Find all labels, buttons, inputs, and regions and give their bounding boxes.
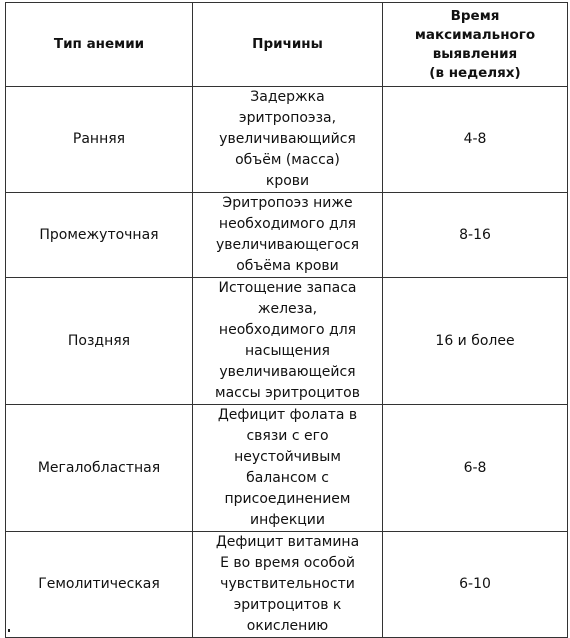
header-causes: Причины	[193, 3, 383, 87]
row-time: 6-8	[383, 405, 568, 532]
table-row	[6, 532, 568, 638]
row-causes: Истощение запаса железа, необходимого для насыщения увеличивающейся массы эритроцитов	[193, 278, 383, 405]
row-type: Ранняя	[6, 87, 193, 193]
row-type: Гемолитическая	[6, 532, 193, 638]
row-causes: Эритропоэз ниже необходимого для увеличивающегося объёма крови	[193, 193, 383, 278]
row-time: 4-8	[383, 87, 568, 193]
anemia-table	[5, 2, 568, 638]
row-type: Поздняя	[6, 278, 193, 405]
header-type: Тип анемии	[6, 3, 193, 87]
corner-mark	[8, 629, 10, 632]
header-time: Время максимального выявления (в неделях)	[383, 3, 568, 87]
row-time: 8-16	[383, 193, 568, 278]
row-type: Мегалобластная	[6, 405, 193, 532]
row-type: Промежуточная	[6, 193, 193, 278]
row-causes: Дефицит фолата в связи с его неустойчивым балансом с присоединением инфекции	[193, 405, 383, 532]
table-row	[6, 87, 568, 193]
table-row	[6, 193, 568, 278]
table-header-row	[6, 3, 568, 87]
table-row	[6, 278, 568, 405]
row-time: 6-10	[383, 532, 568, 638]
row-time: 16 и более	[383, 278, 568, 405]
table-row	[6, 405, 568, 532]
row-causes: Задержка эритропоэза, увеличивающийся объём (масса) крови	[193, 87, 383, 193]
row-causes: Дефицит витамина Е во время особой чувствительности эритроцитов к окислению	[193, 532, 383, 638]
